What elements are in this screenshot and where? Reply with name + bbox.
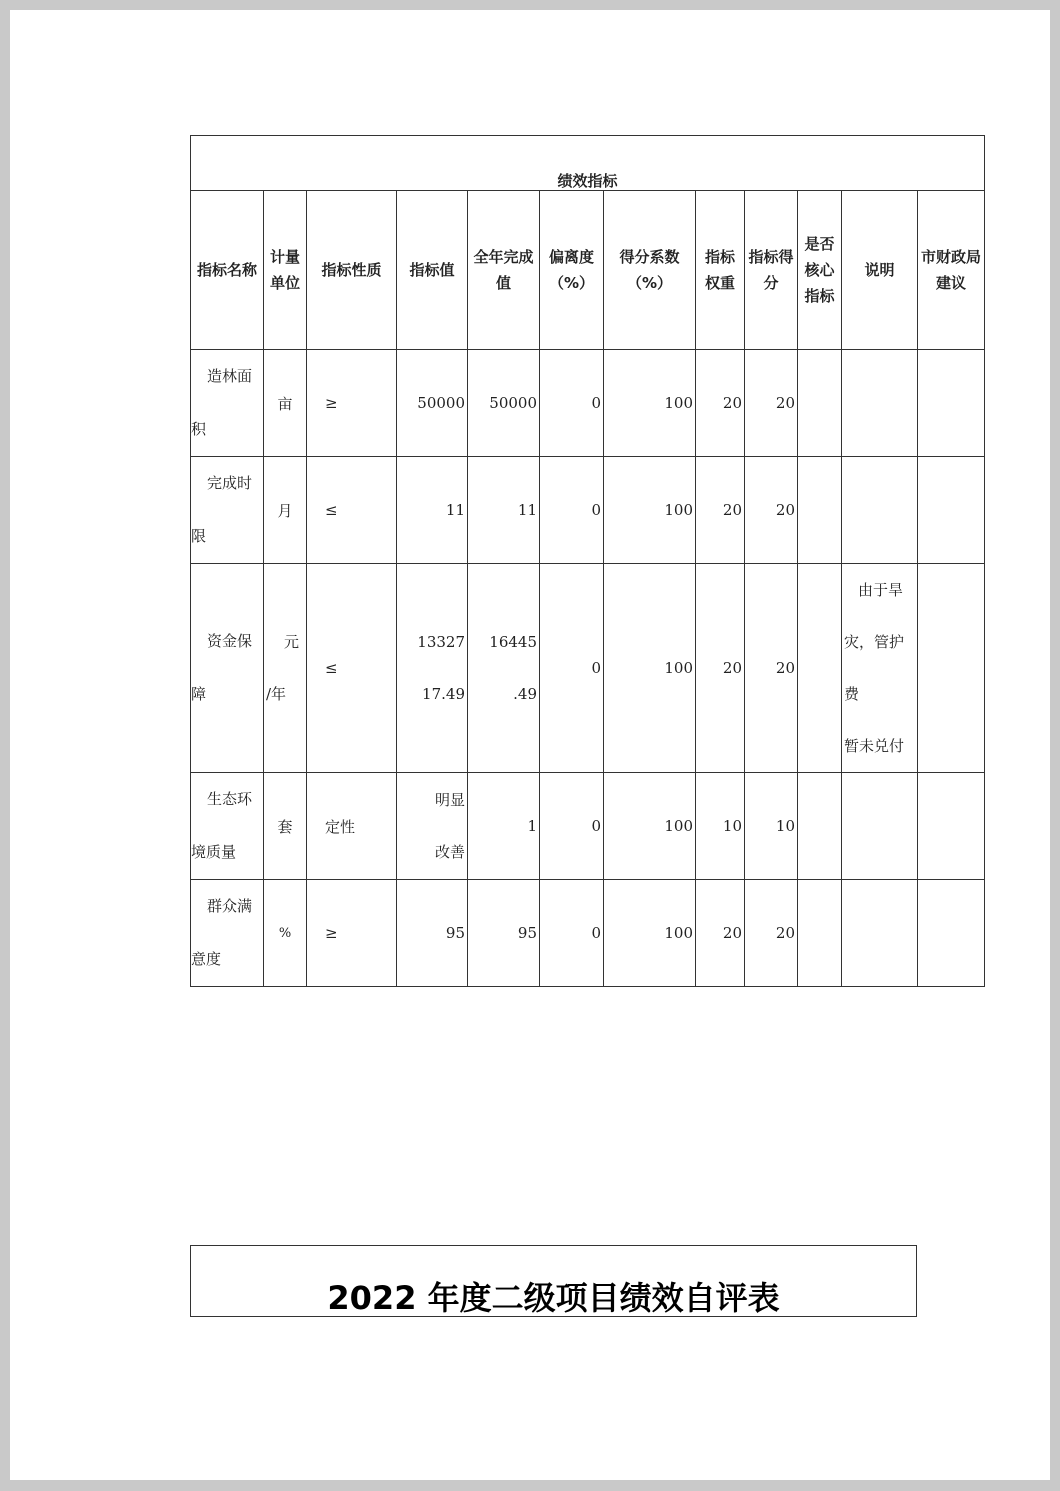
header-nature: 指标性质 bbox=[307, 191, 397, 350]
done-cell: 1 bbox=[468, 773, 540, 880]
header-note: 说明 bbox=[842, 191, 918, 350]
unit-cell bbox=[264, 564, 307, 773]
indicator-name bbox=[191, 880, 264, 987]
indicator-name-line2: 障 bbox=[191, 685, 207, 703]
value-cell: 11 bbox=[397, 457, 468, 564]
unit-cell: 套 bbox=[264, 773, 307, 880]
header-score-line1: 指标得 bbox=[748, 248, 794, 266]
core-cell bbox=[798, 564, 842, 773]
score-cell: 20 bbox=[745, 350, 798, 457]
header-done bbox=[468, 191, 540, 350]
header-core-line2: 核心 bbox=[804, 261, 835, 279]
done-cell bbox=[468, 564, 540, 773]
indicator-name bbox=[191, 773, 264, 880]
deviation-cell: 0 bbox=[540, 564, 604, 773]
header-weight-line1: 指标 bbox=[704, 248, 735, 266]
unit-line2: /年 bbox=[266, 685, 287, 703]
value-line1: 明显 bbox=[434, 791, 465, 809]
done-line1: 16445 bbox=[489, 633, 537, 651]
header-name: 指标名称 bbox=[191, 191, 264, 350]
note-line2: 灾，管护费 bbox=[844, 633, 905, 703]
note-cell bbox=[842, 564, 918, 773]
header-unit-line1: 计量 bbox=[269, 248, 300, 266]
note-line3: 暂未兑付 bbox=[844, 737, 905, 755]
report-title-box bbox=[190, 1245, 917, 1317]
indicator-name-line2: 境质量 bbox=[191, 843, 237, 861]
value-cell: 95 bbox=[397, 880, 468, 987]
value-cell bbox=[397, 564, 468, 773]
indicator-name-line1: 群众满 bbox=[207, 897, 253, 915]
weight-cell: 20 bbox=[696, 564, 745, 773]
note-cell bbox=[842, 773, 918, 880]
weight-cell: 10 bbox=[696, 773, 745, 880]
done-cell: 11 bbox=[468, 457, 540, 564]
table-row bbox=[191, 880, 985, 987]
indicator-name bbox=[191, 457, 264, 564]
document-page bbox=[10, 10, 1050, 1480]
coefficient-cell: 100 bbox=[604, 773, 696, 880]
unit-cell: 亩 bbox=[264, 350, 307, 457]
indicator-name bbox=[191, 564, 264, 773]
value-line2: 17.49 bbox=[422, 685, 465, 703]
core-cell bbox=[798, 457, 842, 564]
indicator-name-line1: 生态环 bbox=[207, 790, 253, 808]
done-cell: 50000 bbox=[468, 350, 540, 457]
value-cell bbox=[397, 773, 468, 880]
header-deviation bbox=[540, 191, 604, 350]
score-cell: 20 bbox=[745, 564, 798, 773]
header-unit-line2: 单位 bbox=[269, 274, 300, 292]
header-coef-line1: 得分系数 bbox=[619, 248, 680, 266]
score-cell: 20 bbox=[745, 457, 798, 564]
weight-cell: 20 bbox=[696, 457, 745, 564]
advice-cell bbox=[918, 350, 985, 457]
advice-cell bbox=[918, 773, 985, 880]
advice-cell bbox=[918, 880, 985, 987]
done-cell: 95 bbox=[468, 880, 540, 987]
header-score bbox=[745, 191, 798, 350]
header-advice bbox=[918, 191, 985, 350]
header-adv-line2: 建议 bbox=[936, 274, 967, 292]
indicator-name-line2: 意度 bbox=[191, 950, 222, 968]
coefficient-cell: 100 bbox=[604, 564, 696, 773]
header-coefficient bbox=[604, 191, 696, 350]
header-done-line2: 值 bbox=[495, 274, 511, 292]
indicator-name-line1: 完成时 bbox=[207, 474, 253, 492]
header-score-line2: 分 bbox=[763, 274, 779, 292]
value-line2: 改善 bbox=[434, 843, 465, 861]
value-line1: 13327 bbox=[417, 633, 465, 651]
unit-cell: 月 bbox=[264, 457, 307, 564]
core-cell bbox=[798, 773, 842, 880]
table-row bbox=[191, 564, 985, 773]
header-core-line1: 是否 bbox=[804, 235, 835, 253]
table-row bbox=[191, 350, 985, 457]
header-value: 指标值 bbox=[397, 191, 468, 350]
note-cell bbox=[842, 350, 918, 457]
deviation-cell: 0 bbox=[540, 880, 604, 987]
header-core bbox=[798, 191, 842, 350]
header-weight bbox=[696, 191, 745, 350]
coefficient-cell: 100 bbox=[604, 457, 696, 564]
advice-cell bbox=[918, 564, 985, 773]
indicator-name-line1: 造林面 bbox=[207, 367, 253, 385]
coefficient-cell: 100 bbox=[604, 880, 696, 987]
weight-cell: 20 bbox=[696, 350, 745, 457]
header-adv-line1: 市财政局 bbox=[921, 248, 982, 266]
nature-cell: 定性 bbox=[307, 773, 397, 880]
core-cell bbox=[798, 350, 842, 457]
value-cell: 50000 bbox=[397, 350, 468, 457]
done-line2: .49 bbox=[513, 685, 537, 703]
header-dev-line1: 偏离度 bbox=[548, 248, 594, 266]
nature-cell: ≤ bbox=[307, 564, 397, 773]
note-cell bbox=[842, 880, 918, 987]
indicator-name-line2: 限 bbox=[191, 527, 207, 545]
unit-cell: % bbox=[264, 880, 307, 987]
indicator-name-line2: 积 bbox=[191, 420, 207, 438]
header-row bbox=[191, 191, 985, 350]
header-coef-line2: （%） bbox=[626, 274, 673, 292]
report-title: 2022 年度二级项目绩效自评表 bbox=[327, 1279, 780, 1317]
performance-indicator-table bbox=[190, 135, 985, 987]
deviation-cell: 0 bbox=[540, 457, 604, 564]
coefficient-cell: 100 bbox=[604, 350, 696, 457]
table-row bbox=[191, 773, 985, 880]
deviation-cell: 0 bbox=[540, 350, 604, 457]
header-done-line1: 全年完成 bbox=[473, 248, 534, 266]
table-row bbox=[191, 457, 985, 564]
section-title: 绩效指标 bbox=[557, 172, 618, 190]
header-core-line3: 指标 bbox=[804, 287, 835, 305]
nature-cell: ≥ bbox=[307, 350, 397, 457]
core-cell bbox=[798, 880, 842, 987]
score-cell: 10 bbox=[745, 773, 798, 880]
deviation-cell: 0 bbox=[540, 773, 604, 880]
note-cell bbox=[842, 457, 918, 564]
header-unit bbox=[264, 191, 307, 350]
indicator-name-line1: 资金保 bbox=[207, 632, 253, 650]
header-weight-line2: 权重 bbox=[704, 274, 735, 292]
unit-line1: 元 bbox=[284, 633, 300, 651]
nature-cell: ≤ bbox=[307, 457, 397, 564]
header-dev-line2: （%） bbox=[548, 274, 595, 292]
nature-cell: ≥ bbox=[307, 880, 397, 987]
indicator-name bbox=[191, 350, 264, 457]
weight-cell: 20 bbox=[696, 880, 745, 987]
advice-cell bbox=[918, 457, 985, 564]
note-line1: 由于旱 bbox=[858, 581, 904, 599]
score-cell: 20 bbox=[745, 880, 798, 987]
section-title-cell bbox=[191, 136, 985, 191]
